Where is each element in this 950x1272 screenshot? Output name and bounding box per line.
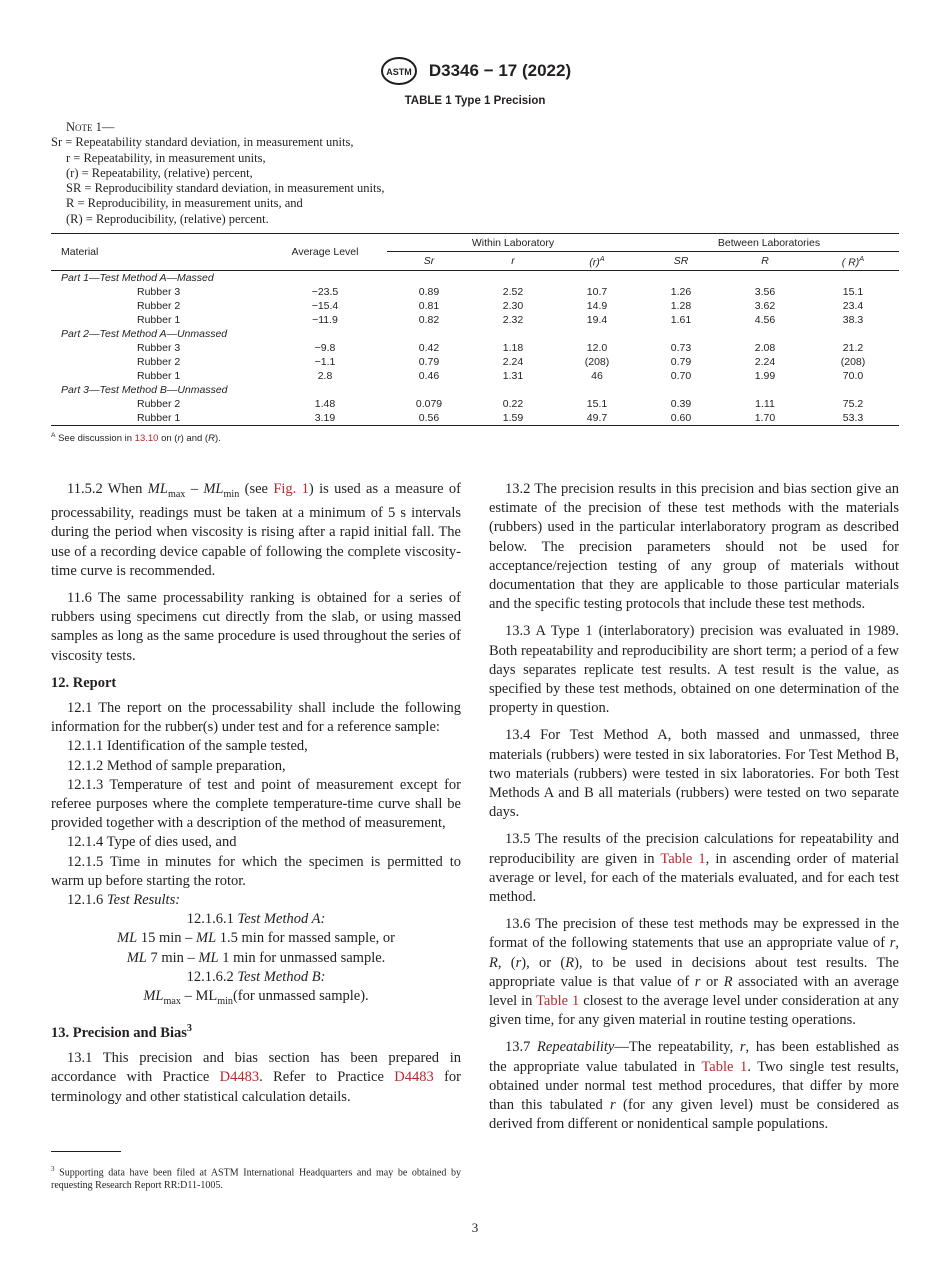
table-cell: 2.32: [502, 314, 524, 326]
page-number: 3: [471, 1220, 479, 1235]
table-cell: 0.79: [670, 356, 692, 368]
header-between-laboratories: Between Laboratories: [639, 234, 899, 252]
table-cell: 0.39: [670, 398, 692, 410]
paragraph-11-6: 11.6 The same processability ranking is obtained for a series of rubbers using specimens cut directly from the slab, or using massed samples as long as the same procedure is used throughout the series of viscosity tests.: [51, 589, 461, 664]
paragraph-12-1-6-2: 12.1.6.2 Test Method B:: [186, 968, 326, 985]
table-cell: 0.70: [670, 370, 692, 382]
table-cell: 0.82: [418, 314, 440, 326]
right-column: [489, 480, 899, 1143]
table-row: [51, 341, 899, 355]
table-section-row: [51, 383, 899, 397]
table-cell: 12.0: [586, 342, 608, 354]
table-cell: 0.60: [639, 411, 723, 426]
paragraph-12-1-5: 12.1.5 Time in minutes for which the specimen is permitted to warm up before starting the rotor.: [51, 853, 461, 889]
cell-material: Rubber 2: [137, 300, 181, 312]
section-link-13-10[interactable]: 13.10: [134, 433, 159, 445]
table-cell: 1.61: [670, 314, 692, 326]
table-row: [51, 355, 899, 369]
footnote-divider: [51, 1151, 121, 1152]
table-cell: 1.48: [314, 398, 336, 410]
table-cell: 0.73: [670, 342, 692, 354]
table-footnote: $^A$ See discussion in 13.10 on (r) and (R).: [51, 432, 221, 445]
table-cell: 21.2: [842, 342, 864, 354]
table-cell: 1.26: [670, 286, 692, 298]
table-cell: 1.70: [723, 411, 807, 426]
table-row: [51, 369, 899, 383]
document-code: D3346 − 17 (2022): [428, 61, 572, 80]
header-within-laboratory: Within Laboratory: [387, 234, 639, 252]
table-cell: (208): [840, 356, 866, 368]
practice-link-d4483[interactable]: D4483: [219, 1069, 260, 1086]
paragraph-13-1: 13.1 This precision and bias section has been prepared in accordance with Practice D4483. Refer to Practice D4483 for terminology and other statistical calculation details.: [51, 1050, 461, 1105]
table-cell: 0.89: [418, 286, 440, 298]
table-section-row: [51, 271, 899, 286]
table-cell: −15.4: [311, 300, 339, 312]
paragraph-13-3: 13.3 A Type 1 (interlaboratory) precision was evaluated in 1989. Both repeatability and reproducibility are short term; a period of a few days separates replicate test results. A test result is the value, as specified by these test methods, obtained on one determination of the property in question.: [489, 623, 899, 717]
paragraph-12-1-6: 12.1.6 Test Results:: [67, 891, 181, 908]
section-title: Part 3—Test Method B—Unmassed: [61, 384, 228, 396]
table-cell: 0.79: [418, 356, 440, 368]
table-cell: 1.59: [471, 411, 555, 426]
paragraph-13-7: 13.7 Repeatability—The repeatability, r, has been established as the appropriate value tabulated in Table 1. Two single test results, obtained under normal test method procedures, that differ by more than this tabulated r (for any given level) must be considered as derived from different or nonidentical sample populations.: [489, 1039, 900, 1133]
table-row: [51, 411, 899, 426]
cell-material: Rubber 1: [137, 370, 181, 382]
note-label: Note 1—: [66, 120, 115, 134]
section-heading-13: 13. Precision and Bias$^3$: [51, 1023, 192, 1041]
svg-text:ASTM: ASTM: [386, 67, 412, 77]
header-R-relative: ( R)$^A$: [807, 252, 899, 271]
cell-material: Rubber 2: [137, 398, 181, 410]
page-header: [0, 56, 950, 86]
paragraph-12-1-2: 12.1.2 Method of sample preparation,: [67, 757, 286, 774]
paragraph-12-1-1: 12.1.1 Identification of the sample tested,: [67, 738, 308, 755]
table-cell: 75.2: [842, 398, 864, 410]
table-link-table-1[interactable]: Table 1: [660, 850, 706, 867]
table-cell: 0.56: [387, 411, 471, 426]
note-line: r = Repeatability, in measurement units,: [66, 150, 266, 165]
table-row: [51, 285, 899, 299]
table-note: [51, 120, 911, 227]
table-cell: 1.28: [670, 300, 692, 312]
cell-material: Rubber 2: [137, 356, 181, 368]
paragraph-12-1: 12.1 The report on the processability shall include the following information for the rubber(s) under test and for a reference sample:: [51, 699, 461, 736]
table-cell: −11.9: [312, 314, 338, 326]
table-cell: 0.46: [418, 370, 440, 382]
table-cell: 0.81: [418, 300, 440, 312]
table-cell: 2.24: [754, 356, 776, 368]
paragraph-12-1-3: 12.1.3 Temperature of test and point of measurement except for referee purposes where the complete temperature-time curve shall be provided together with a description of the method of measurement,: [51, 776, 461, 832]
table-cell: 1.11: [755, 398, 775, 410]
header-SR: SR: [639, 252, 723, 271]
table-row: [51, 299, 899, 313]
table-cell: 3.62: [754, 300, 776, 312]
table-cell: −9.8: [314, 342, 336, 354]
table-cell: 2.30: [502, 300, 524, 312]
paragraph-13-6: 13.6 The precision of these test methods may be expressed in the format of the following statements that use an appropriate value of r, R, (r), or (R), to be used in decisions about test results. The appropriate value is that value of r or R associated with an average level in Table 1 closest to the average level under consideration at any given time, for any given material in routine testing operations.: [489, 916, 899, 1029]
table-cell: 53.3: [807, 411, 899, 426]
formula-unmassed: ML 7 min – ML 1 min for unmassed sample.: [126, 949, 386, 966]
table-cell: 2.52: [502, 286, 524, 298]
header-R: R: [723, 252, 807, 271]
section-title: Part 2—Test Method A—Unmassed: [61, 328, 228, 340]
table-cell: 38.3: [842, 314, 864, 326]
paragraph-13-5: 13.5 The results of the precision calculations for repeatability and reproducibility are given in Table 1, in ascending order of material average or level, for each of the materials evaluated, and for each test method.: [489, 831, 899, 906]
table-cell: −23.5: [311, 286, 339, 298]
cell-material: Rubber 3: [137, 342, 181, 354]
paragraph-12-1-6-1: 12.1.6.1 Test Method A:: [186, 911, 326, 928]
footnote-3: $^3$ Supporting data have been filed at ASTM International Headquarters and may be obtained by requesting Research Report RR:D11-1005.: [51, 1165, 461, 1192]
figure-link-fig-1[interactable]: Fig. 1: [273, 481, 309, 497]
formula-massed: ML 15 min – ML 1.5 min for massed sample, or: [117, 930, 395, 947]
header-average-level: Average Level: [263, 234, 387, 271]
paragraph-12-1-4: 12.1.4 Type of dies used, and: [67, 834, 237, 851]
table-cell: 15.1: [842, 286, 864, 298]
astm-logo-icon: [379, 56, 419, 86]
table-cell: 49.7: [555, 411, 639, 426]
table-cell: (208): [584, 356, 610, 368]
header-sr: Sr: [387, 252, 471, 271]
table-section-row: [51, 327, 899, 341]
practice-link-d4483[interactable]: D4483: [394, 1069, 434, 1086]
table-link-table-1[interactable]: Table 1: [536, 993, 580, 1010]
note-line: SR = Reproducibility standard deviation, in measurement units,: [66, 181, 385, 196]
table-cell: 0.42: [418, 342, 440, 354]
header-r-relative: $(r)^A$: [555, 252, 639, 271]
table-cell: 0.22: [502, 398, 524, 410]
table-cell: 23.4: [842, 300, 864, 312]
paragraph-13-4: 13.4 For Test Method A, both massed and unmassed, three materials (rubbers) were tested in six laboratories. For Test Method B, two materials (rubbers) were tested in six laboratories. For both Test Methods A and B all materials (rubbers) were tested on two separate days.: [489, 727, 899, 821]
formula-method-b: $ML_{max} - ML_{min}(for$ unmassed sample).: [143, 987, 369, 1007]
table-cell: 15.1: [586, 398, 608, 410]
header-material: Material: [51, 234, 263, 271]
section-heading-12: 12. Report: [51, 674, 117, 691]
table-row: [51, 397, 899, 411]
paragraph-11-5-2: 11.5.2 When $ML_{max} - ML_{min}$ (see Fig. 1) is used as a measure of processability, readings must be taken at a minimum of 5 s intervals during the period when viscosity is rising after a rapid initial fall. The use of a recording device capable of following the complete viscosity-time curve is recommended.: [51, 481, 462, 579]
table-cell: 46: [591, 370, 603, 382]
table-cell: 2.24: [502, 356, 524, 368]
cell-material: Rubber 1: [51, 411, 263, 426]
table-cell: 19.4: [586, 314, 608, 326]
table-cell: 10.7: [586, 286, 608, 298]
table-cell: 2.08: [754, 342, 776, 354]
note-line: (r) = Repeatability, (relative) percent,: [66, 165, 253, 180]
table-cell: −1.1: [314, 356, 336, 368]
table-cell: 3.56: [754, 286, 776, 298]
left-column: [51, 480, 461, 1115]
table-cell: 1.31: [502, 370, 524, 382]
table-caption: TABLE 1 Type 1 Precision: [404, 95, 546, 107]
cell-material: Rubber 3: [137, 286, 181, 298]
table-row: [51, 313, 899, 327]
table-cell: 3.19: [263, 411, 387, 426]
cell-material: Rubber 1: [137, 314, 181, 326]
table-cell: 70.0: [842, 370, 864, 382]
table-cell: 0.079: [415, 398, 443, 410]
precision-table: [51, 233, 899, 426]
header-r: r: [471, 252, 555, 271]
table-cell: 2.8: [317, 370, 333, 382]
table-cell: 1.99: [754, 370, 776, 382]
table-cell: 14.9: [586, 300, 608, 312]
paragraph-13-2: 13.2 The precision results in this precision and bias section give an estimate of the precision of these test methods with the materials (rubbers) used in the particular interlaboratory program as described below. The precision parameters should not be used for acceptance/rejection testing of any group of materials without documentation that they are applicable to those particular materials and the specific testing protocols that include these test methods.: [489, 481, 899, 613]
section-title: Part 1—Test Method A—Massed: [61, 272, 214, 284]
note-line: R = Reproducibility, in measurement units, and: [66, 196, 303, 211]
table-cell: 1.18: [502, 342, 524, 354]
note-line: Sr = Repeatability standard deviation, in measurement units,: [51, 135, 354, 150]
table-cell: 4.56: [754, 314, 776, 326]
note-line: (R) = Reproducibility, (relative) percent.: [66, 211, 269, 226]
table-link-table-1[interactable]: Table 1: [701, 1058, 748, 1075]
